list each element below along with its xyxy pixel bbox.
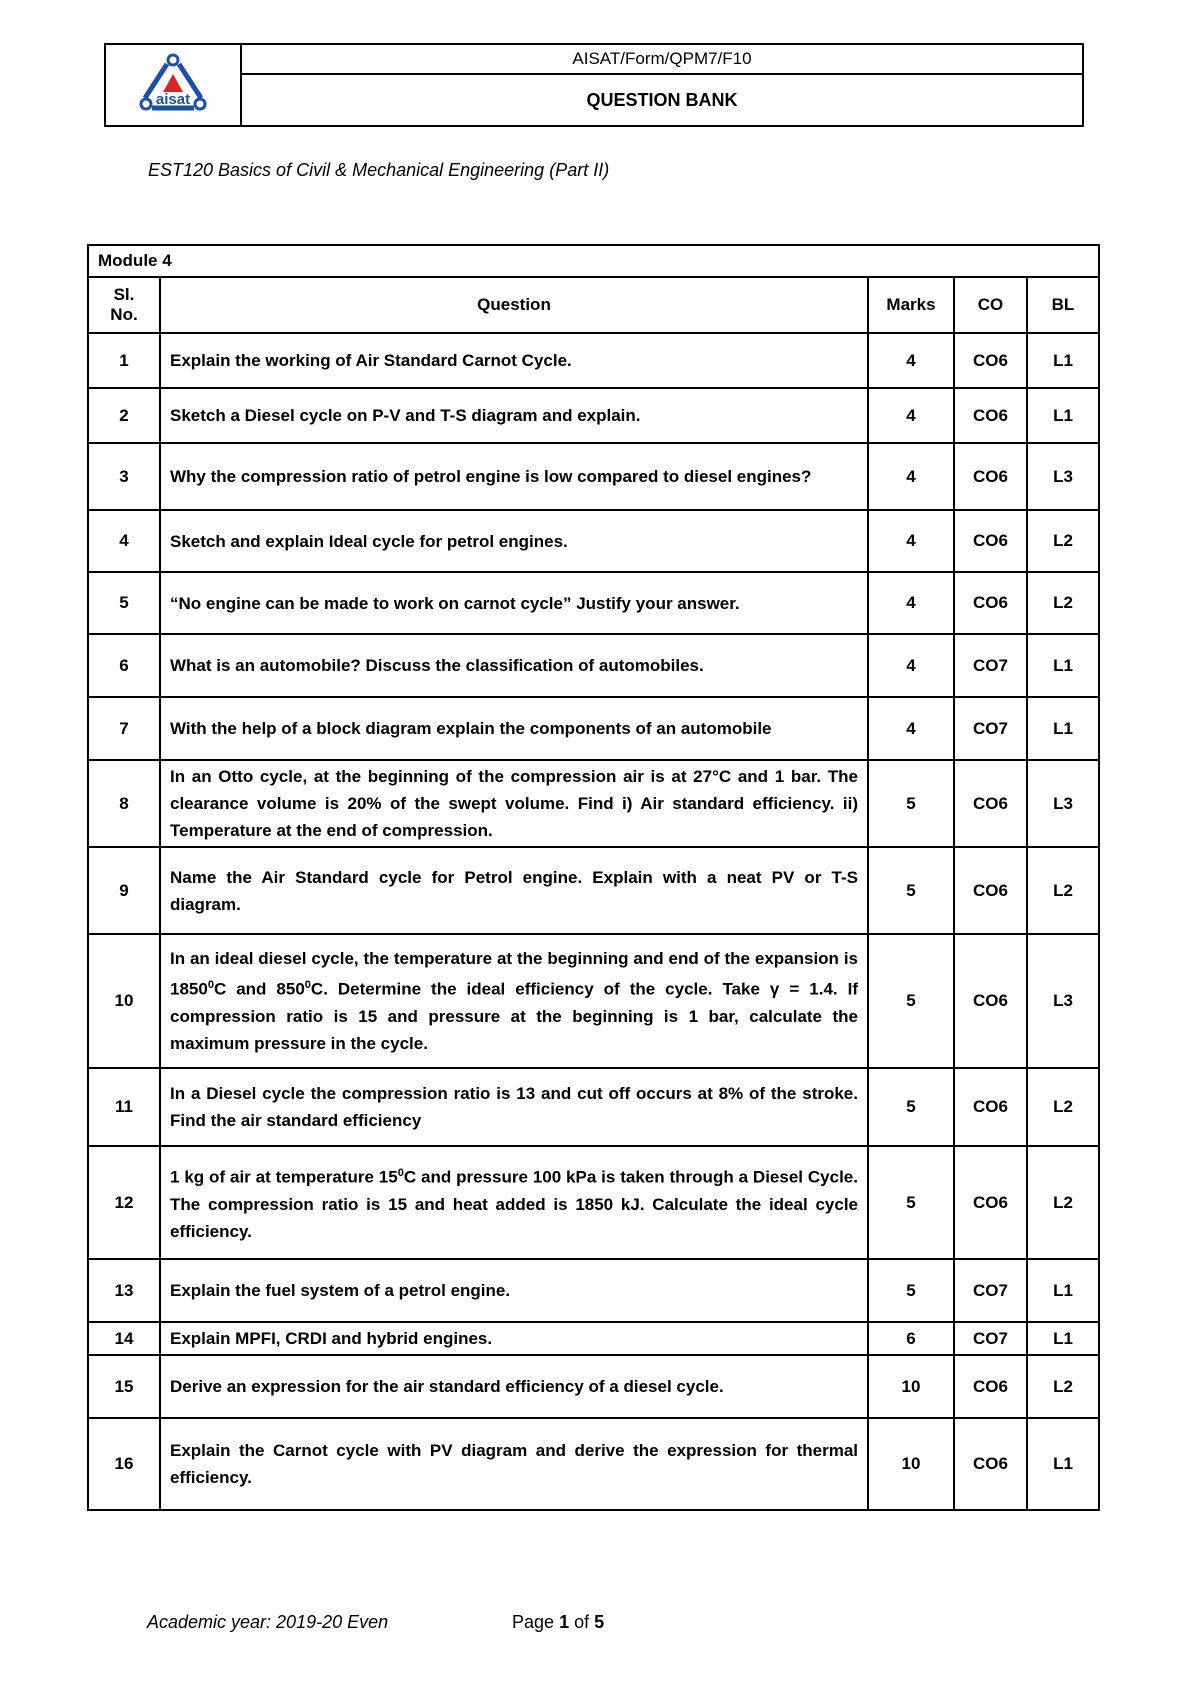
document-title: QUESTION BANK [586, 89, 738, 110]
row-question: In an Otto cycle, at the beginning of the compression air is at 27°C and 1 bar. The clearance volume is 20% of the swept volume. Find i) Air standard efficiency. ii) Temperature at the end of compression. [160, 760, 868, 847]
row-bl: L3 [1027, 443, 1099, 510]
row-question: With the help of a block diagram explain the components of an automobile [160, 697, 868, 760]
row-marks: 5 [868, 1068, 954, 1146]
question-part: In an ideal diesel cycle, the temperature at the beginning and end of the expansion is 1850 [170, 949, 858, 999]
page-current: 1 [559, 1612, 570, 1632]
table-row [88, 333, 1099, 388]
row-co: CO6 [954, 847, 1027, 934]
svg-text:aisat: aisat [155, 91, 191, 108]
row-sl: 14 [88, 1322, 160, 1355]
col-header-sl: Sl. No. [88, 277, 160, 333]
row-marks: 4 [868, 443, 954, 510]
row-bl: L2 [1027, 510, 1099, 572]
row-co: CO6 [954, 1146, 1027, 1259]
row-bl: L3 [1027, 934, 1099, 1068]
row-co: CO6 [954, 934, 1027, 1068]
row-sl: 8 [88, 760, 160, 847]
row-marks: 6 [868, 1322, 954, 1355]
row-bl: L2 [1027, 1068, 1099, 1146]
row-sl: 13 [88, 1259, 160, 1322]
row-sl: 10 [88, 934, 160, 1068]
row-co: CO7 [954, 634, 1027, 697]
table-row [88, 443, 1099, 510]
row-sl: 2 [88, 388, 160, 443]
table-row [88, 1355, 1099, 1418]
row-question: Sketch a Diesel cycle on P-V and T-S diagram and explain. [160, 388, 868, 443]
row-marks: 4 [868, 333, 954, 388]
row-sl: 7 [88, 697, 160, 760]
row-sl: 11 [88, 1068, 160, 1146]
row-question: Why the compression ratio of petrol engine is low compared to diesel engines? [160, 443, 868, 510]
col-header-marks: Marks [868, 277, 954, 333]
row-co: CO6 [954, 1355, 1027, 1418]
row-co: CO6 [954, 443, 1027, 510]
row-sl: 6 [88, 634, 160, 697]
row-bl: L2 [1027, 572, 1099, 634]
question-part: C. Determine the ideal efficiency of the cycle. Take γ = 1.4. If compression ratio is 15 and pressure at the beginning is 1 bar, calculate the maximum pressure in the cycle. [170, 979, 858, 1053]
module-heading: Module 4 [88, 245, 1099, 277]
row-question: Sketch and explain Ideal cycle for petrol engines. [160, 510, 868, 572]
row-bl: L2 [1027, 1355, 1099, 1418]
superscript: 0 [397, 1167, 404, 1180]
row-bl: L1 [1027, 333, 1099, 388]
row-question: Name the Air Standard cycle for Petrol engine. Explain with a neat PV or T-S diagram. [160, 847, 868, 934]
table-row [88, 510, 1099, 572]
of-word: of [574, 1612, 590, 1632]
question-part: 1 kg of air at temperature 15 [170, 1167, 398, 1187]
row-co: CO6 [954, 1068, 1027, 1146]
question-table [87, 244, 1100, 1511]
row-bl: L2 [1027, 1146, 1099, 1259]
row-sl: 15 [88, 1355, 160, 1418]
row-question: “No engine can be made to work on carnot cycle” Justify your answer. [160, 572, 868, 634]
row-co: CO6 [954, 388, 1027, 443]
row-marks: 4 [868, 388, 954, 443]
page-total: 5 [594, 1612, 605, 1632]
row-sl: 4 [88, 510, 160, 572]
superscript: 0 [304, 979, 311, 992]
row-question: Derive an expression for the air standard efficiency of a diesel cycle. [160, 1355, 868, 1418]
col-header-bl: BL [1027, 277, 1099, 333]
table-row [88, 572, 1099, 634]
superscript: 0 [207, 979, 214, 992]
row-question [160, 934, 868, 1068]
row-marks: 4 [868, 634, 954, 697]
row-sl: 9 [88, 847, 160, 934]
row-marks: 5 [868, 847, 954, 934]
row-bl: L3 [1027, 760, 1099, 847]
table-row [88, 1322, 1099, 1355]
col-header-question: Question [160, 277, 868, 333]
table-header-row [88, 277, 1099, 333]
row-marks: 4 [868, 697, 954, 760]
row-bl: L2 [1027, 847, 1099, 934]
row-co: CO7 [954, 697, 1027, 760]
table-row [88, 388, 1099, 443]
row-bl: L1 [1027, 388, 1099, 443]
row-marks: 10 [868, 1418, 954, 1510]
row-bl: L1 [1027, 697, 1099, 760]
row-question: Explain the Carnot cycle with PV diagram and derive the expression for thermal efficiency. [160, 1418, 868, 1510]
row-question: Explain MPFI, CRDI and hybrid engines. [160, 1322, 868, 1355]
row-marks: 4 [868, 572, 954, 634]
col-header-co: CO [954, 277, 1027, 333]
row-co: CO6 [954, 510, 1027, 572]
page-word: Page [512, 1612, 555, 1632]
course-title: EST120 Basics of Civil & Mechanical Engineering (Part II) [148, 160, 610, 180]
question-part: C and 850 [213, 979, 305, 999]
row-sl: 5 [88, 572, 160, 634]
aisat-logo [106, 45, 242, 125]
table-row [88, 697, 1099, 760]
row-co: CO6 [954, 572, 1027, 634]
row-marks: 4 [868, 510, 954, 572]
table-row [88, 760, 1099, 847]
row-sl: 3 [88, 443, 160, 510]
row-co: CO6 [954, 1418, 1027, 1510]
row-marks: 5 [868, 1146, 954, 1259]
row-sl: 16 [88, 1418, 160, 1510]
form-code: AISAT/Form/QPM7/F10 [242, 45, 1082, 75]
page-number [512, 1612, 604, 1633]
row-marks: 10 [868, 1355, 954, 1418]
row-co: CO6 [954, 333, 1027, 388]
row-question: Explain the working of Air Standard Carnot Cycle. [160, 333, 868, 388]
table-row [88, 934, 1099, 1068]
row-bl: L1 [1027, 1322, 1099, 1355]
row-question: What is an automobile? Discuss the classification of automobiles. [160, 634, 868, 697]
row-sl: 1 [88, 333, 160, 388]
row-marks: 5 [868, 1259, 954, 1322]
row-question: In a Diesel cycle the compression ratio is 13 and cut off occurs at 8% of the stroke. Find the air standard efficiency [160, 1068, 868, 1146]
question-part: C and pressure 100 kPa is taken through a Diesel Cycle. The compression ratio is 15 and heat added is 1850 kJ. Calculate the ideal cycle efficiency. [170, 1167, 858, 1241]
table-row [88, 1068, 1099, 1146]
row-sl: 12 [88, 1146, 160, 1259]
logo-emblem-icon [131, 52, 215, 118]
row-bl: L1 [1027, 1418, 1099, 1510]
row-co: CO7 [954, 1322, 1027, 1355]
table-row [88, 847, 1099, 934]
row-bl: L1 [1027, 1259, 1099, 1322]
row-marks: 5 [868, 934, 954, 1068]
row-co: CO6 [954, 760, 1027, 847]
row-question: Explain the fuel system of a petrol engine. [160, 1259, 868, 1322]
table-row [88, 1259, 1099, 1322]
table-row [88, 634, 1099, 697]
document-header [104, 43, 1084, 127]
row-question [160, 1146, 868, 1259]
table-row [88, 1418, 1099, 1510]
row-co: CO7 [954, 1259, 1027, 1322]
table-row [88, 1146, 1099, 1259]
academic-year: Academic year: 2019-20 Even [147, 1612, 389, 1632]
row-marks: 5 [868, 760, 954, 847]
row-bl: L1 [1027, 634, 1099, 697]
